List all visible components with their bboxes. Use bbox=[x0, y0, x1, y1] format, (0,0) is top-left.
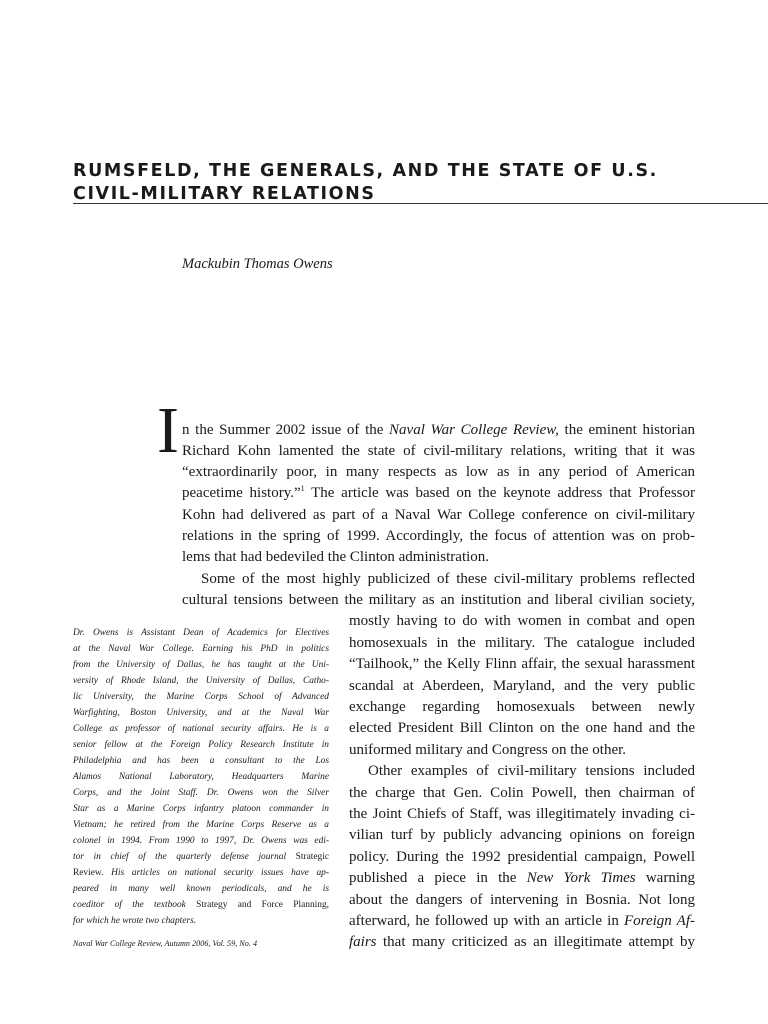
author-note-line: peared in many well known periodicals, and he is bbox=[73, 884, 329, 894]
body-line: Other examples of civil-military tensions included bbox=[368, 763, 695, 779]
body-line: vilian turf by publicly advancing opinions on foreign bbox=[349, 827, 695, 843]
author-note-line: from the University of Dallas, he has taught at the Uni- bbox=[73, 660, 329, 670]
body-line: Kohn had delivered as part of a Naval War College conference on civil-military bbox=[182, 507, 695, 523]
body-line: afterward, he followed up with an article in Foreign Af- bbox=[349, 913, 695, 929]
author-byline: Mackubin Thomas Owens bbox=[182, 256, 333, 272]
title-line-2: CIVIL-MILITARY RELATIONS bbox=[73, 184, 376, 204]
body-line: exchange regarding homosexuals between newly bbox=[349, 699, 695, 715]
body-line: fairs that many criticized as an illegitimate attempt by bbox=[349, 934, 695, 950]
author-note-line: Philadelphia and has been a consultant to the Los bbox=[73, 756, 329, 766]
footnote-ref: 1 bbox=[300, 484, 305, 493]
author-note-line: Alamos National Laboratory, Headquarters Marine bbox=[73, 772, 329, 782]
author-note-line: Star as a Marine Corps infantry platoon commander in bbox=[73, 804, 329, 814]
body-line: peacetime history.”$^1$ The article was based on the keynote address that Professor bbox=[182, 484, 695, 501]
author-note-line: colonel in 1994. From 1990 to 1997, Dr. Owens was edi- bbox=[73, 836, 329, 846]
body-line: policy. During the 1992 presidential campaign, Powell bbox=[349, 849, 695, 865]
body-line: homosexuals in the military. The catalogue included bbox=[349, 635, 695, 651]
body-line: mostly having to do with women in combat and open bbox=[349, 613, 695, 629]
title-rule bbox=[73, 203, 768, 204]
author-note-line: tor in chief of the quarterly defense journal Strategic bbox=[73, 852, 329, 862]
author-note-line: Dr. Owens is Assistant Dean of Academics for Electives bbox=[73, 628, 329, 638]
body-line: about the dangers of intervening in Bosnia. Not long bbox=[349, 892, 695, 908]
author-note-line: Vietnam; he retired from the Marine Corps Reserve as a bbox=[73, 820, 329, 830]
journal-citation: Naval War College Review, Autumn 2006, Vol. 59, No. 4 bbox=[73, 939, 258, 948]
drop-cap: I bbox=[157, 394, 179, 467]
body-line: lems that had bedeviled the Clinton administration. bbox=[182, 549, 490, 565]
article-title bbox=[73, 160, 753, 206]
author-note-line: senior fellow at the Foreign Policy Research Institute in bbox=[73, 740, 329, 750]
body-line: Richard Kohn lamented the state of civil-military relations, writing that it was bbox=[182, 443, 695, 459]
body-line: uniformed military and Congress on the other. bbox=[349, 742, 627, 758]
body-line: relations in the spring of 1999. Accordingly, the focus of attention was on prob- bbox=[182, 528, 695, 544]
author-note-line: for which he wrote two chapters. bbox=[73, 916, 197, 926]
author-note-line: versity of Rhode Island, the University of Dallas, Catho- bbox=[73, 676, 329, 686]
title-line-1: RUMSFELD, THE GENERALS, AND THE STATE OF U.S. bbox=[73, 161, 658, 181]
body-line: n the Summer 2002 issue of the Naval War College Review, the eminent historian bbox=[182, 422, 695, 438]
author-note-line: Corps, and the Joint Staff. Dr. Owens won the Silver bbox=[73, 788, 329, 798]
author-note-line: Warfighting, Boston University, and at the Naval War bbox=[73, 708, 329, 718]
body-line: the charge that Gen. Colin Powell, then chairman of bbox=[349, 785, 695, 801]
body-line: published a piece in the New York Times warning bbox=[349, 870, 696, 886]
body-line: elected President Bill Clinton on the one hand and the bbox=[349, 720, 695, 736]
body-line: Some of the most highly publicized of these civil-military problems reflected bbox=[201, 571, 695, 587]
author-note-line: at the Naval War College. Earning his PhD in politics bbox=[73, 644, 329, 654]
body-line: “Tailhook,” the Kelly Flinn affair, the sexual harassment bbox=[349, 656, 695, 672]
author-note-line: lic University, the Marine Corps School of Advanced bbox=[73, 692, 329, 702]
body-line: the Joint Chiefs of Staff, was illegitimately invading ci- bbox=[349, 806, 695, 822]
author-note-line: Review. His articles on national security issues have ap- bbox=[73, 868, 329, 878]
author-note-line: College as professor of national security affairs. He is a bbox=[73, 724, 329, 734]
body-line: cultural tensions between the military as an institution and liberal civilian society, bbox=[182, 592, 695, 608]
body-line: scandal at Aberdeen, Maryland, and the very public bbox=[349, 678, 695, 694]
body-line: “extraordinarily poor, in many respects as low as in any period of American bbox=[182, 464, 695, 480]
author-note-line: coeditor of the textbook Strategy and Force Planning, bbox=[73, 900, 329, 910]
